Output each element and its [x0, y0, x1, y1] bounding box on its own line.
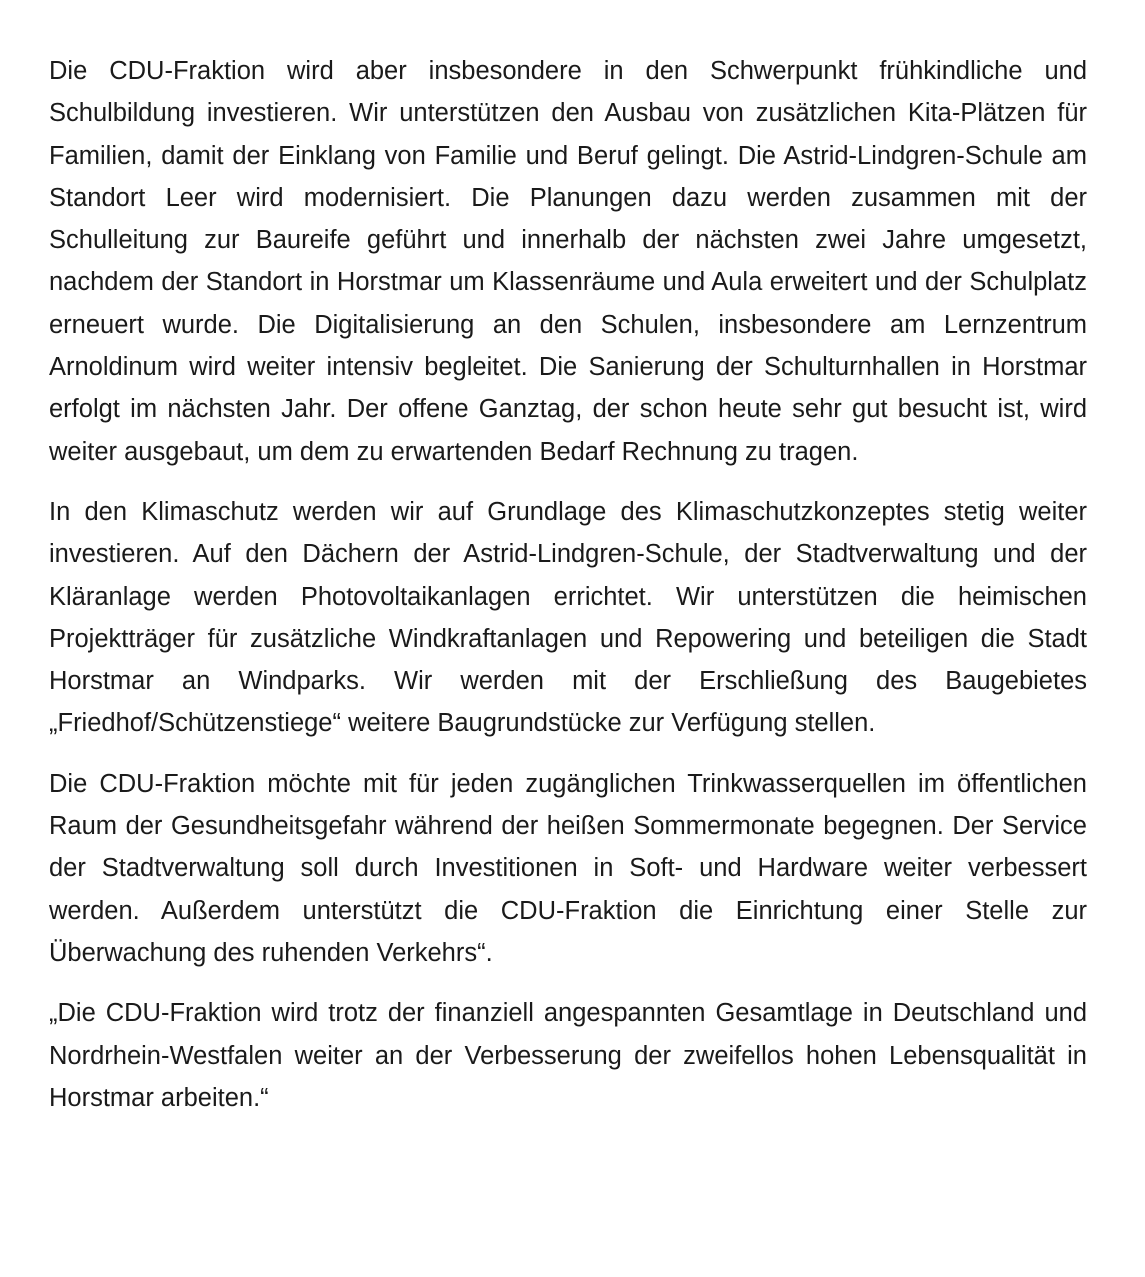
paragraph-services: Die CDU-Fraktion möchte mit für jeden zugänglichen Trinkwasserquellen im öffentlichen Raum der Gesundheitsgefahr während der heißen Sommermonate begegnen. Der Service der Stadtverwaltung soll durch Investitionen in Soft- und Hardware weiter verbessert werden. Außerdem unterstützt die CDU-Fraktion die Einrichtung einer Stelle zur Überwachung des ruhenden Verkehrs“.	[49, 769, 1087, 967]
paragraph-climate: In den Klimaschutz werden wir auf Grundlage des Klimaschutzkonzeptes stetig weiter investieren. Auf den Dächern der Astrid-Lindgren-Schule, der Stadtverwaltung und der Kläranlage werden Photovoltaikanlagen errichtet. Wir unterstützen die heimischen Projektträger für zusätzliche Windkraftanlagen und Repowering und beteiligen die Stadt Horstmar an Windparks. Wir werden mit der Erschließung des Baugebietes „Friedhof/Schützenstiege“ weitere Baugrundstücke zur Verfügung stellen.	[49, 497, 1087, 738]
paragraph-closing-quote: „Die CDU-Fraktion wird trotz der finanziell angespannten Gesamtlage in Deutschland und Nordrhein-Westfalen weiter an der Verbesserung der zweifellos hohen Lebensqualität in Horstmar arbeiten.“	[49, 999, 1087, 1112]
paragraph-education: Die CDU-Fraktion wird aber insbesondere in den Schwerpunkt frühkindliche und Schulbildung investieren. Wir unterstützen den Ausbau von zusätzlichen Kita-Plätzen für Familien, damit der Einklang von Familie und Beruf gelingt. Die Astrid-Lindgren-Schule am Standort Leer wird modernisiert. Die Planungen dazu werden zusammen mit der Schulleitung zur Baureife geführt und innerhalb der nächsten zwei Jahre umgesetzt, nachdem der Standort in Horstmar um Klassenräume und Aula erweitert und der Schulplatz erneuert wurde. Die Digitalisierung an den Schulen, insbesondere am Lernzentrum Arnoldinum wird weiter intensiv begleitet. Die Sanierung der Schulturnhallen in Horstmar erfolgt im nächsten Jahr. Der offene Ganztag, der schon heute sehr gut besucht ist, wird weiter ausgebaut, um dem zu erwartenden Bedarf Rechnung zu tragen.	[49, 57, 1087, 466]
